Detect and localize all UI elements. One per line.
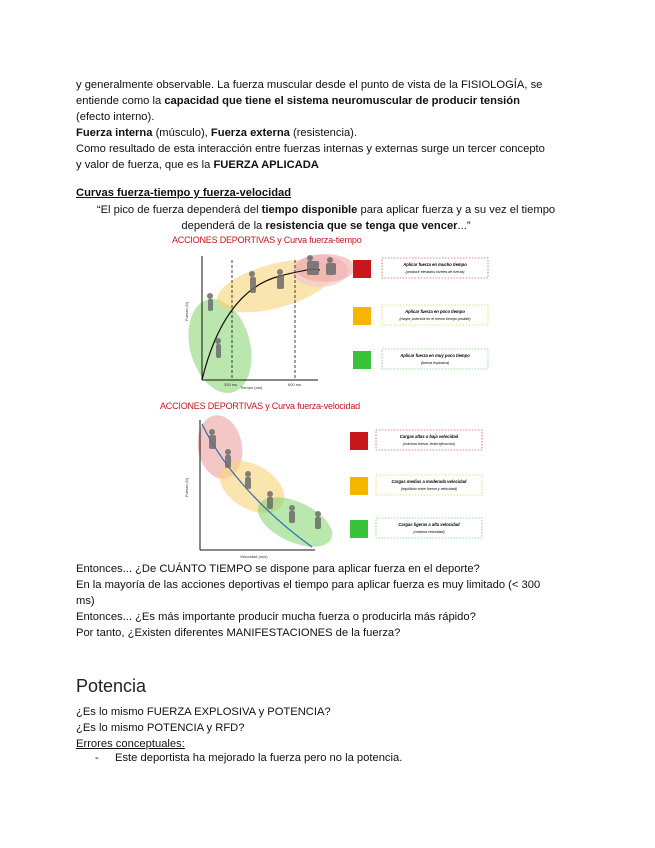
legend-green-title: Aplicar fuerza en muy poco tiempo bbox=[400, 353, 470, 358]
intro-line-5: Como resultado de esta interacción entre fuerzas internas y externas surge un tercer concepto bbox=[76, 143, 545, 155]
quote-text: dependerá de la bbox=[181, 220, 266, 232]
potencia-questions bbox=[76, 704, 576, 752]
questions-paragraph bbox=[76, 561, 576, 641]
legend-red-sub: (producir elevados niveles de fuerza) bbox=[405, 270, 465, 274]
legend-green-sub: (fuerza explosiva) bbox=[420, 361, 450, 365]
quote-line-2 bbox=[76, 218, 576, 234]
intro-line-1: y generalmente observable. La fuerza muscular desde el punto de vista de la FISIOLOGÍA, se bbox=[76, 79, 543, 91]
figure2-title: ACCIONES DEPORTIVAS y Curva fuerza-velocidad bbox=[160, 401, 360, 411]
legend-yellow-box bbox=[376, 475, 482, 495]
figure1-force-time-chart bbox=[180, 246, 490, 396]
legend-green-title: Cargas ligeras a alta velocidad bbox=[398, 522, 460, 527]
bullet-dash: - bbox=[95, 752, 99, 764]
curves-heading: Curvas fuerza-tiempo y fuerza-velocidad bbox=[76, 187, 292, 199]
legend-green-swatch bbox=[350, 520, 368, 538]
intro-line-3: (efecto interno). bbox=[76, 111, 155, 123]
figure1-x-label: Tiempo (ms) bbox=[240, 385, 263, 390]
intro-line-6 bbox=[76, 157, 576, 173]
figure2-y-label: Fuerza (N) bbox=[184, 477, 189, 497]
quote-bold: tiempo disponible bbox=[261, 204, 358, 216]
pink-zone-right bbox=[295, 254, 355, 282]
bullet-text: Este deportista ha mejorado la fuerza pero no la potencia. bbox=[115, 752, 403, 764]
legend-green-box bbox=[376, 518, 482, 538]
figure2-legend bbox=[350, 430, 482, 538]
legend-yellow-title: Aplicar fuerza en poco tiempo bbox=[405, 309, 465, 314]
quote-text: para aplicar fuerza y a su vez el tiempo bbox=[357, 204, 556, 216]
figure2-force-velocity-chart bbox=[180, 412, 490, 562]
figure1-y-label: Fuerza (N) bbox=[184, 301, 189, 321]
question-line-3: ms) bbox=[76, 595, 95, 607]
figure1-title: ACCIONES DEPORTIVAS y Curva fuerza-tiempo bbox=[172, 235, 362, 245]
legend-green-sub: (máxima velocidad) bbox=[413, 530, 445, 534]
curves-quote bbox=[76, 202, 576, 234]
legend-yellow-sub: (mayor potencia en el menor tiempo posible) bbox=[399, 317, 471, 321]
question-line-5: Por tanto, ¿Existen diferentes MANIFESTACIONES de la fuerza? bbox=[76, 627, 401, 639]
legend-yellow-swatch bbox=[353, 307, 371, 325]
quote-bold: resistencia que se tenga que vencer bbox=[265, 220, 458, 232]
legend-red-swatch bbox=[350, 432, 368, 450]
question-line-4: Entonces... ¿Es más importante producir mucha fuerza o producirla más rápido? bbox=[76, 611, 476, 623]
figure1-tick-600: 600 ms bbox=[288, 382, 302, 387]
legend-yellow-swatch bbox=[350, 477, 368, 495]
quote-text: ...” bbox=[457, 220, 471, 232]
intro-line-2 bbox=[76, 93, 576, 109]
question-line-1: Entonces... ¿De CUÁNTO TIEMPO se dispone para aplicar fuerza en el deporte? bbox=[76, 563, 480, 575]
bullet-item bbox=[95, 752, 402, 764]
quote-text: “El pico de fuerza dependerá del bbox=[96, 204, 262, 216]
errores-conceptuales-label: Errores conceptuales: bbox=[76, 738, 185, 750]
legend-red-box bbox=[376, 430, 482, 450]
legend-yellow-sub: (equilibrio entre fuerza y velocidad) bbox=[401, 487, 457, 491]
potencia-heading: Potencia bbox=[76, 676, 147, 696]
intro-text: y valor de fuerza, que es la bbox=[76, 159, 214, 171]
intro-line-4 bbox=[76, 125, 576, 141]
potencia-q2: ¿Es lo mismo POTENCIA y RFD? bbox=[76, 722, 245, 734]
fuerza-externa-label: Fuerza externa bbox=[210, 127, 290, 139]
legend-red-box bbox=[382, 258, 488, 278]
intro-text: (músculo), bbox=[152, 127, 211, 139]
intro-bold-definition: capacidad que tiene el sistema neuromuscular de producir tensión bbox=[164, 95, 520, 107]
intro-text: (resistencia). bbox=[289, 127, 358, 139]
fuerza-aplicada-label: FUERZA APLICADA bbox=[213, 159, 319, 171]
figure1-legend bbox=[353, 258, 488, 369]
legend-green-box bbox=[382, 349, 488, 369]
legend-yellow-box bbox=[382, 305, 488, 325]
quote-line-1 bbox=[76, 202, 576, 218]
intro-paragraph bbox=[76, 77, 576, 173]
potencia-q1: ¿Es lo mismo FUERZA EXPLOSIVA y POTENCIA? bbox=[76, 706, 331, 718]
fuerza-interna-label: Fuerza interna bbox=[76, 127, 153, 139]
question-line-2: En la mayoría de las acciones deportivas el tiempo para aplicar fuerza es muy limitado (< 300 bbox=[76, 579, 541, 591]
legend-red-title: Cargas altas a baja velocidad bbox=[399, 434, 459, 439]
legend-red-sub: (máxima fuerza, lenta ejecución) bbox=[403, 442, 455, 446]
figure1-tick-300: 300 ms bbox=[224, 382, 238, 387]
legend-yellow-title: Cargas medias a moderada velocidad bbox=[391, 479, 467, 484]
intro-text: entiende como la bbox=[76, 95, 165, 107]
legend-red-swatch bbox=[353, 260, 371, 278]
legend-green-swatch bbox=[353, 351, 371, 369]
legend-red-title: Aplicar fuerza en mucho tiempo bbox=[403, 262, 467, 267]
figure2-x-label: Velocidad (m/s) bbox=[240, 554, 268, 559]
